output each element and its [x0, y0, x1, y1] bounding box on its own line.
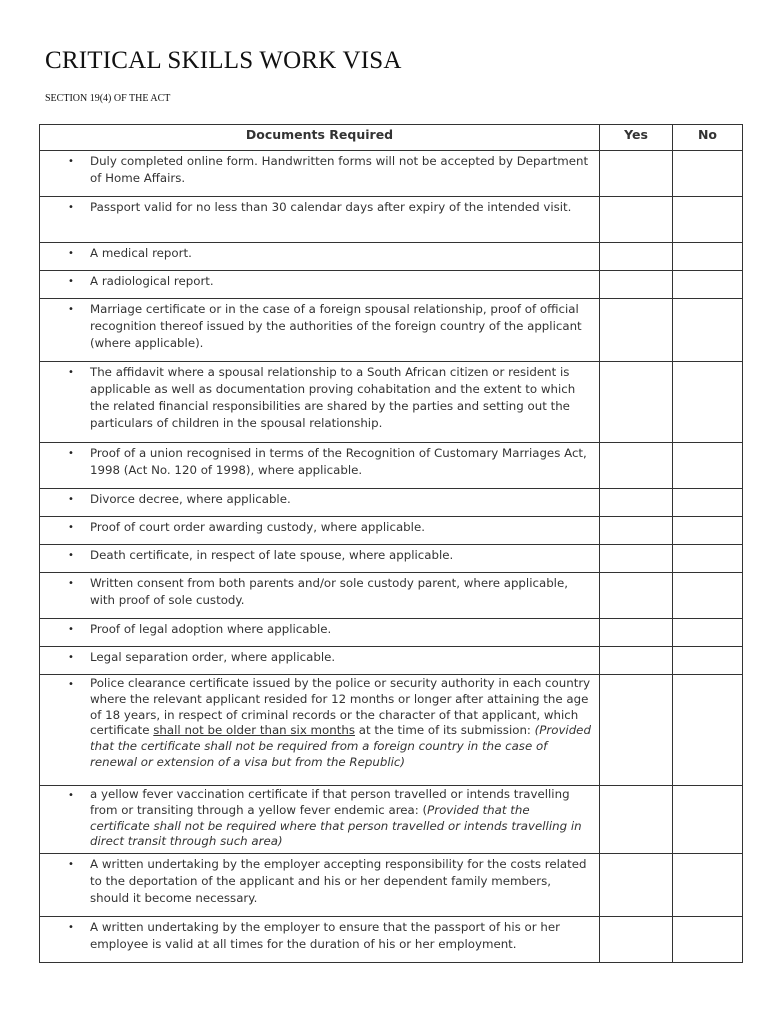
document-text: Death certificate, in respect of late spouse, where applicable.: [90, 548, 454, 562]
yes-checkbox-cell[interactable]: [600, 545, 673, 573]
yes-checkbox-cell[interactable]: [600, 619, 673, 647]
document-text: Duly completed online form. Handwritten forms will not be accepted by Department of Home Affairs.: [90, 154, 589, 185]
table-row: [40, 854, 743, 917]
bullet-icon: •: [68, 522, 74, 533]
document-cell: [40, 786, 600, 854]
document-text: A written undertaking by the employer accepting responsibility for the costs related to the deportation of the applicant and his or her dependent family members, should it become necessary.: [90, 857, 587, 906]
page-subtitle: SECTION 19(4) OF THE ACT: [45, 93, 171, 104]
document-cell: [40, 151, 600, 197]
bullet-icon: •: [68, 578, 74, 589]
yes-checkbox-cell[interactable]: [600, 573, 673, 619]
document-text: A radiological report.: [90, 274, 214, 288]
table-row: [40, 917, 743, 963]
no-checkbox-cell[interactable]: [673, 151, 743, 197]
table-row: [40, 675, 743, 786]
no-checkbox-cell[interactable]: [673, 197, 743, 243]
table-row: [40, 489, 743, 517]
no-checkbox-cell[interactable]: [673, 489, 743, 517]
document-text: Passport valid for no less than 30 calendar days after expiry of the intended visit.: [90, 200, 572, 214]
header-yes: Yes: [600, 125, 673, 151]
table-row: [40, 647, 743, 675]
bullet-icon: •: [68, 624, 74, 635]
no-checkbox-cell[interactable]: [673, 786, 743, 854]
table-row: [40, 151, 743, 197]
bullet-icon: •: [68, 448, 74, 459]
yes-checkbox-cell[interactable]: [600, 489, 673, 517]
document-cell: [40, 299, 600, 362]
header-documents-required: Documents Required: [40, 125, 600, 151]
bullet-icon: •: [68, 276, 74, 287]
no-checkbox-cell[interactable]: [673, 545, 743, 573]
yes-checkbox-cell[interactable]: [600, 786, 673, 854]
document-cell: [40, 362, 600, 443]
document-cell: [40, 854, 600, 917]
document-cell: [40, 489, 600, 517]
document-text: A medical report.: [90, 246, 192, 260]
document-text: Police clearance certificate issued by the police or security authority in each country where the relevant applicant resided for 12 months or longer after attaining the age of 18 years, in respect of criminal records or the character of that applicant, which certificate shall not be older than six months at the time of its submission: (Provided that the certificate shall not be required from a foreign country in the case of renewal or extension of a visa but from the Republic): [90, 676, 591, 769]
table-row: [40, 243, 743, 271]
yes-checkbox-cell[interactable]: [600, 854, 673, 917]
document-text: Proof of legal adoption where applicable.: [90, 622, 332, 636]
document-text: Proof of court order awarding custody, where applicable.: [90, 520, 425, 534]
yes-checkbox-cell[interactable]: [600, 517, 673, 545]
bullet-icon: •: [68, 367, 74, 378]
document-text: The affidavit where a spousal relationship to a South African citizen or resident is applicable as well as documentation proving cohabitation and the extent to which the related financial responsibilities are shared by the parties and setting out the particulars of children in the spousal relationship.: [90, 365, 576, 430]
yes-checkbox-cell[interactable]: [600, 443, 673, 489]
bullet-icon: •: [68, 859, 74, 871]
yes-checkbox-cell[interactable]: [600, 675, 673, 786]
no-checkbox-cell[interactable]: [673, 619, 743, 647]
no-checkbox-cell[interactable]: [673, 854, 743, 917]
document-cell: [40, 647, 600, 675]
document-cell: [40, 619, 600, 647]
yes-checkbox-cell[interactable]: [600, 271, 673, 299]
document-cell: [40, 517, 600, 545]
document-text: a yellow fever vaccination certificate if that person travelled or intends travelling from or transiting through a yellow fever endemic area: (Provided that the certificate shall not be required where that person travelled or intends travelling in direct transit through such area): [90, 787, 582, 849]
no-checkbox-cell[interactable]: [673, 573, 743, 619]
document-cell: [40, 917, 600, 963]
document-text: Legal separation order, where applicable.: [90, 650, 336, 664]
table-header-row: [40, 125, 743, 151]
document-text: Written consent from both parents and/or sole custody parent, where applicable, with proof of sole custody.: [90, 576, 568, 607]
yes-checkbox-cell[interactable]: [600, 647, 673, 675]
table-row: [40, 197, 743, 243]
no-checkbox-cell[interactable]: [673, 517, 743, 545]
document-cell: [40, 545, 600, 573]
no-checkbox-cell[interactable]: [673, 675, 743, 786]
document-cell: [40, 271, 600, 299]
table-row: [40, 443, 743, 489]
no-checkbox-cell[interactable]: [673, 647, 743, 675]
bullet-icon: •: [68, 550, 74, 561]
no-checkbox-cell[interactable]: [673, 243, 743, 271]
yes-checkbox-cell[interactable]: [600, 197, 673, 243]
yes-checkbox-cell[interactable]: [600, 362, 673, 443]
table-row: [40, 545, 743, 573]
document-text: Marriage certificate or in the case of a foreign spousal relationship, proof of official recognition thereof issued by the authorities of the foreign country of the applicant (where applicable).: [90, 302, 582, 350]
table-row: [40, 573, 743, 619]
bullet-icon: •: [68, 304, 74, 315]
yes-checkbox-cell[interactable]: [600, 299, 673, 362]
bullet-icon: •: [68, 790, 74, 801]
document-cell: [40, 243, 600, 271]
no-checkbox-cell[interactable]: [673, 271, 743, 299]
bullet-icon: •: [68, 248, 74, 259]
document-cell: [40, 197, 600, 243]
bullet-icon: •: [68, 202, 74, 213]
bullet-icon: •: [68, 679, 74, 690]
no-checkbox-cell[interactable]: [673, 917, 743, 963]
no-checkbox-cell[interactable]: [673, 362, 743, 443]
table-row: [40, 517, 743, 545]
document-text: Proof of a union recognised in terms of the Recognition of Customary Marriages Act, 1998 (Act No. 120 of 1998), where applicable.: [90, 446, 587, 477]
bullet-icon: •: [68, 922, 74, 934]
yes-checkbox-cell[interactable]: [600, 243, 673, 271]
header-no: No: [673, 125, 743, 151]
bullet-icon: •: [68, 652, 74, 663]
table-row: [40, 271, 743, 299]
document-cell: [40, 573, 600, 619]
table-row: [40, 786, 743, 854]
yes-checkbox-cell[interactable]: [600, 151, 673, 197]
no-checkbox-cell[interactable]: [673, 299, 743, 362]
page-title: CRITICAL SKILLS WORK VISA: [45, 47, 402, 74]
document-text: Divorce decree, where applicable.: [90, 492, 291, 506]
bullet-icon: •: [68, 494, 74, 505]
table-row: [40, 299, 743, 362]
table-row: [40, 362, 743, 443]
document-cell: [40, 675, 600, 786]
yes-checkbox-cell[interactable]: [600, 917, 673, 963]
no-checkbox-cell[interactable]: [673, 443, 743, 489]
bullet-icon: •: [68, 156, 74, 167]
documents-checklist-table: [39, 124, 743, 963]
table-row: [40, 619, 743, 647]
document-cell: [40, 443, 600, 489]
document-text: A written undertaking by the employer to ensure that the passport of his or her employee is valid at all times for the duration of his or her employment.: [90, 920, 560, 952]
